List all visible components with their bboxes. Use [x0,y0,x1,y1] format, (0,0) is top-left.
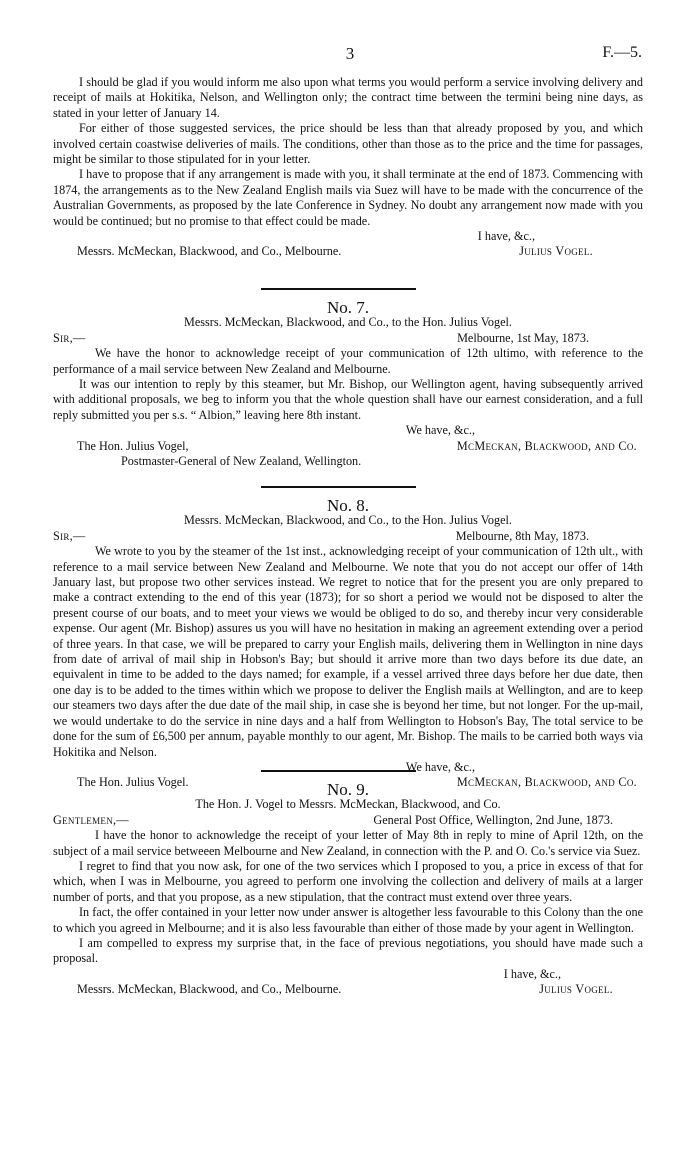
salutation-row [53,813,643,828]
closing: I have, &c., [503,966,561,981]
salutation-row [53,331,643,346]
paragraph: In fact, the offer contained in your letter now under answer is altogether less favourable to this Colony than the one to which you agreed in Melbourne; and it is also less favourable than either of those made by your agent in Wellington. [53,905,643,935]
place-date: General Post Office, Wellington, 2nd June, 1873. [373,812,613,827]
letter-no-9 [53,782,643,998]
closing: We have, &c., [405,759,475,774]
paragraph: I regret to find that you now ask, for one of the two services which I proposed to you, a price in excess of that for which, when I was in Melbourne, you agreed to perform one involving the collection and delivery of mails at a larger number of ports, and that you propose, as a new stipulation, that the contract must extend over three years. [53,859,643,904]
letter-no-7 [53,300,643,469]
paragraph: I am compelled to express my surprise that, in the face of previous negotiations, you should have made such a proposal. [53,936,643,966]
signature: McMeckan, Blackwood, and Co. [456,775,637,790]
document-reference: F.—5. [602,44,642,61]
paragraph: We have the honor to acknowledge receipt of your communication of 12th ultimo, with reference to the performance of a mail service between New Zealand and Melbourne. [53,346,643,376]
paragraph: I have the honor to acknowledge the receipt of your letter of May 8th in reply to mine of April 12th, on the subject of a mail service betweeen Melbourne and New Zealand, in connection with the P. and O. Co.'s service via Suez. [53,828,643,858]
paragraph: It was our intention to reply by this steamer, but Mr. Bishop, our Wellington agent, having subsequently arrived with additional proposals, we beg to inform you that the whole question shall have our earnest consideration, and a full reply submitted you per s.s. “ Albion,” leaving here 8th instant. [53,377,643,422]
letter-from-to: The Hon. J. Vogel to Messrs. McMeckan, Blackwood, and Co. [195,797,501,812]
closing: We have, &c., [405,423,475,438]
signature-row [53,982,643,997]
paragraph: For either of those suggested services, the price should be less than that already proposed by you, and which involved certain coastwise deliveries of mails. The conditions, other than those as to the price and the time for passages, might be similar to those stipulated for in your letter. [53,121,643,167]
signature: Julius Vogel. [539,982,613,997]
closing: I have, &c., [477,229,535,244]
addressee: The Hon. Julius Vogel, [77,438,189,453]
salutation-row [53,529,643,544]
signature: Julius Vogel. [519,244,593,259]
paragraph: I should be glad if you would inform me also upon what terms you would perform a service involving delivery and receipt of mails at Hokitika, Nelson, and Wellington only; the contract time between the termini being nine days, as stated in your letter of January 14. [53,75,643,120]
page-number: 3 [345,44,355,63]
letter-number: No. 9. [326,780,370,799]
letter-number: No. 7. [326,298,370,317]
paragraph: We wrote to you by the steamer of the 1st inst., acknowledging receipt of your communication of 12th ult., with reference to a mail service between New Zealand and Melbourne. We note that you do not accept our offer of 14th January last, but propose two other services instead. We regret to notice that for the present you are only prepared to make a contract extending to the end of this year (1873); for so short a period we would not be disposed to alter the present course of our boats, and to meet your views we would be obliged to do so, and thereby incur very considerable expense. Our agent (Mr. Bishop) assures us you will have no hesitation in making an agreement extending over a period of three years. In that case, we will be prepared to carry your English mails, delivering them in Wellington in nine days from date of arrival of mail ship in Hobson's Bay; but should it arrive more than two days before its due date, an equivalent in time to be added to the days named; for example, if a vessel arrived three days before her due date, then one day is to be added to the times within which we propose to deliver the English mails at Wellington, and are to keep our steamers two days after the due date of the mail ship, in case she is beyond her time, but not longer. For the up-mail, we would undertake to do the service in nine days and a half from Wellington to Hobson's Bay, The total service to be done for the sum of £6,500 per annum, payable monthly to our agent, Mr. Bishop. The mails to be carried both ways via Hokitika and Nelson. [53,544,643,759]
section-divider [261,486,416,488]
salutation: Sir,— [53,330,86,345]
signature: McMeckan, Blackwood, and Co. [456,438,637,453]
place-date: Melbourne, 8th May, 1873. [455,528,589,543]
section-divider [261,770,416,772]
signature-row [53,244,643,259]
addressee: Messrs. McMeckan, Blackwood, and Co., Melbourne. [77,982,342,997]
addressee: The Hon. Julius Vogel. [77,775,189,790]
signature-row [53,439,643,454]
letter-from-to: Messrs. McMeckan, Blackwood, and Co., to the Hon. Julius Vogel. [184,513,512,528]
letter-number: No. 8. [326,496,370,515]
place-date: Melbourne, 1st May, 1873. [457,330,589,345]
letter-no-8 [53,498,643,791]
section-divider [261,288,416,290]
paragraph: I have to propose that if any arrangement is made with you, it shall terminate at the end of 1873. Commencing with 1874, the arrangements as to the New Zealand English mails via Suez will have to be made with the concurrence of the Australian Governments, as proposed by the late Conference in Sydney. No doubt any arrangement now made with you would be continued; but no promise to that effect could be made. [53,167,643,228]
letter-from-to: Messrs. McMeckan, Blackwood, and Co., to the Hon. Julius Vogel. [184,315,512,330]
salutation: Gentlemen,— [53,812,129,827]
salutation: Sir,— [53,528,86,543]
addressee-title: Postmaster-General of New Zealand, Wellington. [121,454,362,469]
letter-continuation [53,75,643,260]
addressee: Messrs. McMeckan, Blackwood, and Co., Melbourne. [77,244,342,259]
